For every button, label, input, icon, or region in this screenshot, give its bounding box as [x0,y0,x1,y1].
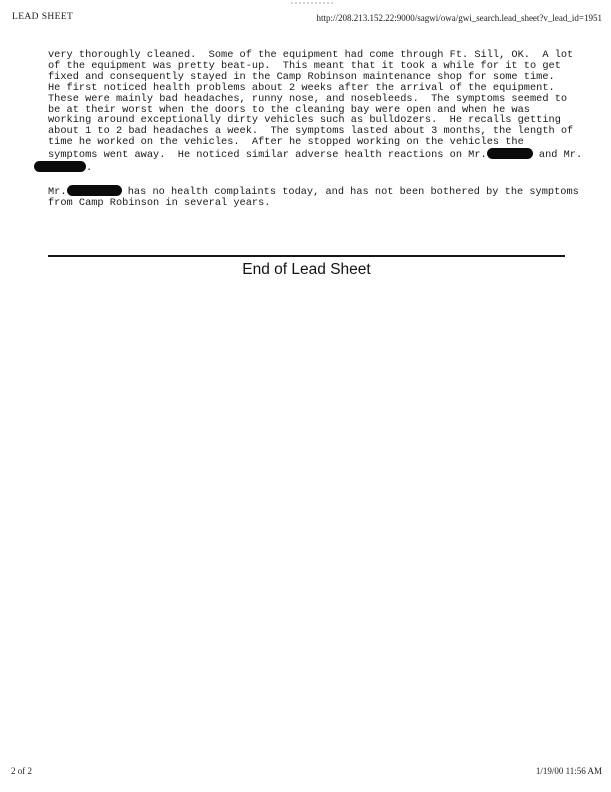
end-of-lead-sheet-label: End of Lead Sheet [242,261,371,278]
body-text-segment: . [86,162,93,175]
body-text [48,50,593,209]
body-line [48,137,593,148]
body-text-segment: symptoms went away. He noticed similar adverse health reactions on Mr. [48,149,487,162]
body-text-segment: has no health complaints today, and has not been bothered by the symptoms [121,185,579,198]
body-text-segment: be at their worst when the doors to the cleaning bay were open and when he was [48,103,530,116]
redaction-mark [487,148,533,159]
redaction-mark [67,185,122,196]
printed-url: http://208.213.152.22:9000/sagwi/owa/gwi_search.lead_sheet?v_lead_id=1951 [316,13,602,23]
body-text-segment: He first noticed health problems about 2 weeks after the arrival of the equipment. [48,81,555,94]
body-line [48,161,593,174]
document-title: LEAD SHEET [12,12,74,22]
body-text-segment: very thoroughly cleaned. Some of the equipment had come through Ft. Sill, OK. A lot [48,49,574,61]
body-text-segment: about 1 to 2 bad headaches a week. The symptoms lasted about 3 months, the length of [48,125,574,138]
body-text-segment: working around exceptionally dirty vehicles such as bulldozers. He recalls getting [48,114,561,127]
scan-artifact [291,2,333,4]
divider-rule [48,255,565,257]
body-text-segment: time he worked on the vehicles. After he stopped working on the vehicles the [48,136,524,149]
body-line [48,148,593,161]
blank-line [48,174,593,185]
redaction-mark [34,161,86,172]
body-text-segment: from Camp Robinson in several years. [48,196,271,209]
page-number: 2 of 2 [11,766,32,776]
body-text-segment: fixed and consequently stayed in the Camp Robinson maintenance shop for some time. [48,70,555,83]
body-text-segment: of the equipment was pretty beat-up. This meant that it took a while for it to get [48,59,561,72]
print-timestamp: 1/19/00 11:56 AM [535,766,602,776]
body-text-segment: Mr. [48,185,67,198]
body-text-segment: and Mr. [532,149,583,162]
body-text-segment: These were mainly bad headaches, runny nose, and nosebleeds. The symptoms seemed to [48,92,568,105]
body-line [48,198,593,209]
